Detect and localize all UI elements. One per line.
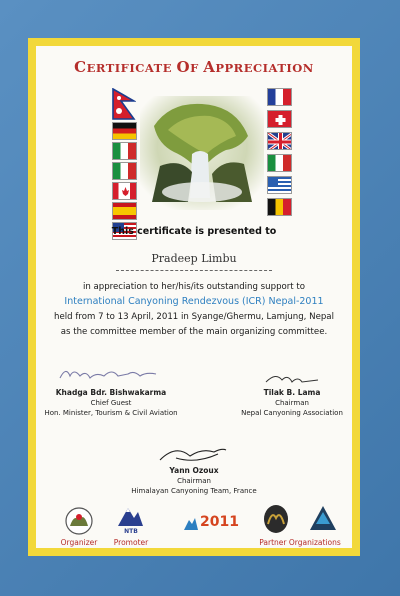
signatory-3-role: Chairman [177,477,211,485]
france-flag [267,88,292,106]
signatory-3-name: Yann Ozoux [169,466,219,475]
organizer-label: Organizer [60,538,98,547]
uk-flag [267,132,292,150]
signatory-2-role: Chairman [275,399,309,407]
event-name: International Canyoning Rendezvous (ICR) Nepal-2011 [64,296,324,307]
spain-flag [112,202,137,220]
event-dates-text: held from 7 to 13 April, 2011 in Syange/Ghermu, Lamjung, Nepal [54,312,334,322]
signature-yann [156,444,230,466]
signature-khadga [56,364,166,384]
partner-logo-1 [262,504,290,534]
signatory-2-name: Tilak B. Lama [263,388,321,397]
name-underline [116,270,272,271]
italy-flag [112,142,137,160]
certificate-title: CERTIFICATE OF APPRECIATION [74,58,314,76]
appreciation-text: in appreciation to her/his/its outstanding support to [82,282,306,292]
partner-organizations-label: Partner Organizations [259,538,341,547]
tourism-year-number: 2011 [200,514,239,530]
signatory-2 [232,388,352,418]
signatory-2-org: Nepal Canyoning Association [241,409,343,417]
canyon-waterfall-photo [140,96,264,210]
nepal-tourism-year-logo [182,512,239,534]
switzerland-flag [267,110,292,128]
germany-flag [112,122,137,140]
nepal-flag [112,88,136,120]
recipient-name: Pradeep Limbu [151,252,237,265]
signatory-3-org: Himalayan Canyoning Team, France [131,487,257,495]
presented-to-text: This certificate is presented to [111,226,277,237]
partner-logo-2 [308,504,338,532]
signatory-1-org: Hon. Minister, Tourism & Civil Aviation [44,409,178,417]
signatory-1-role: Chief Guest [90,399,132,407]
signatory-3 [122,466,266,496]
mexico-flag [112,162,137,180]
certificate-card [36,46,352,548]
greece-flag [267,176,292,194]
signature-tilak [262,370,322,388]
signatory-1-name: Khadga Bdr. Bishwakarma [55,388,167,397]
committee-text: as the committee member of the main organizing committee. [60,327,328,337]
promoter-label: Promoter [113,538,149,547]
promoter-logo-text: NTB [124,528,138,535]
mexico-flag-right [267,154,292,172]
organizer-logo [64,506,94,536]
canada-flag [112,182,137,200]
signatory-1 [36,388,186,418]
belgium-flag [267,198,292,216]
tourism-year-emblem [182,512,200,534]
ntb-mountain-icon [116,504,144,528]
